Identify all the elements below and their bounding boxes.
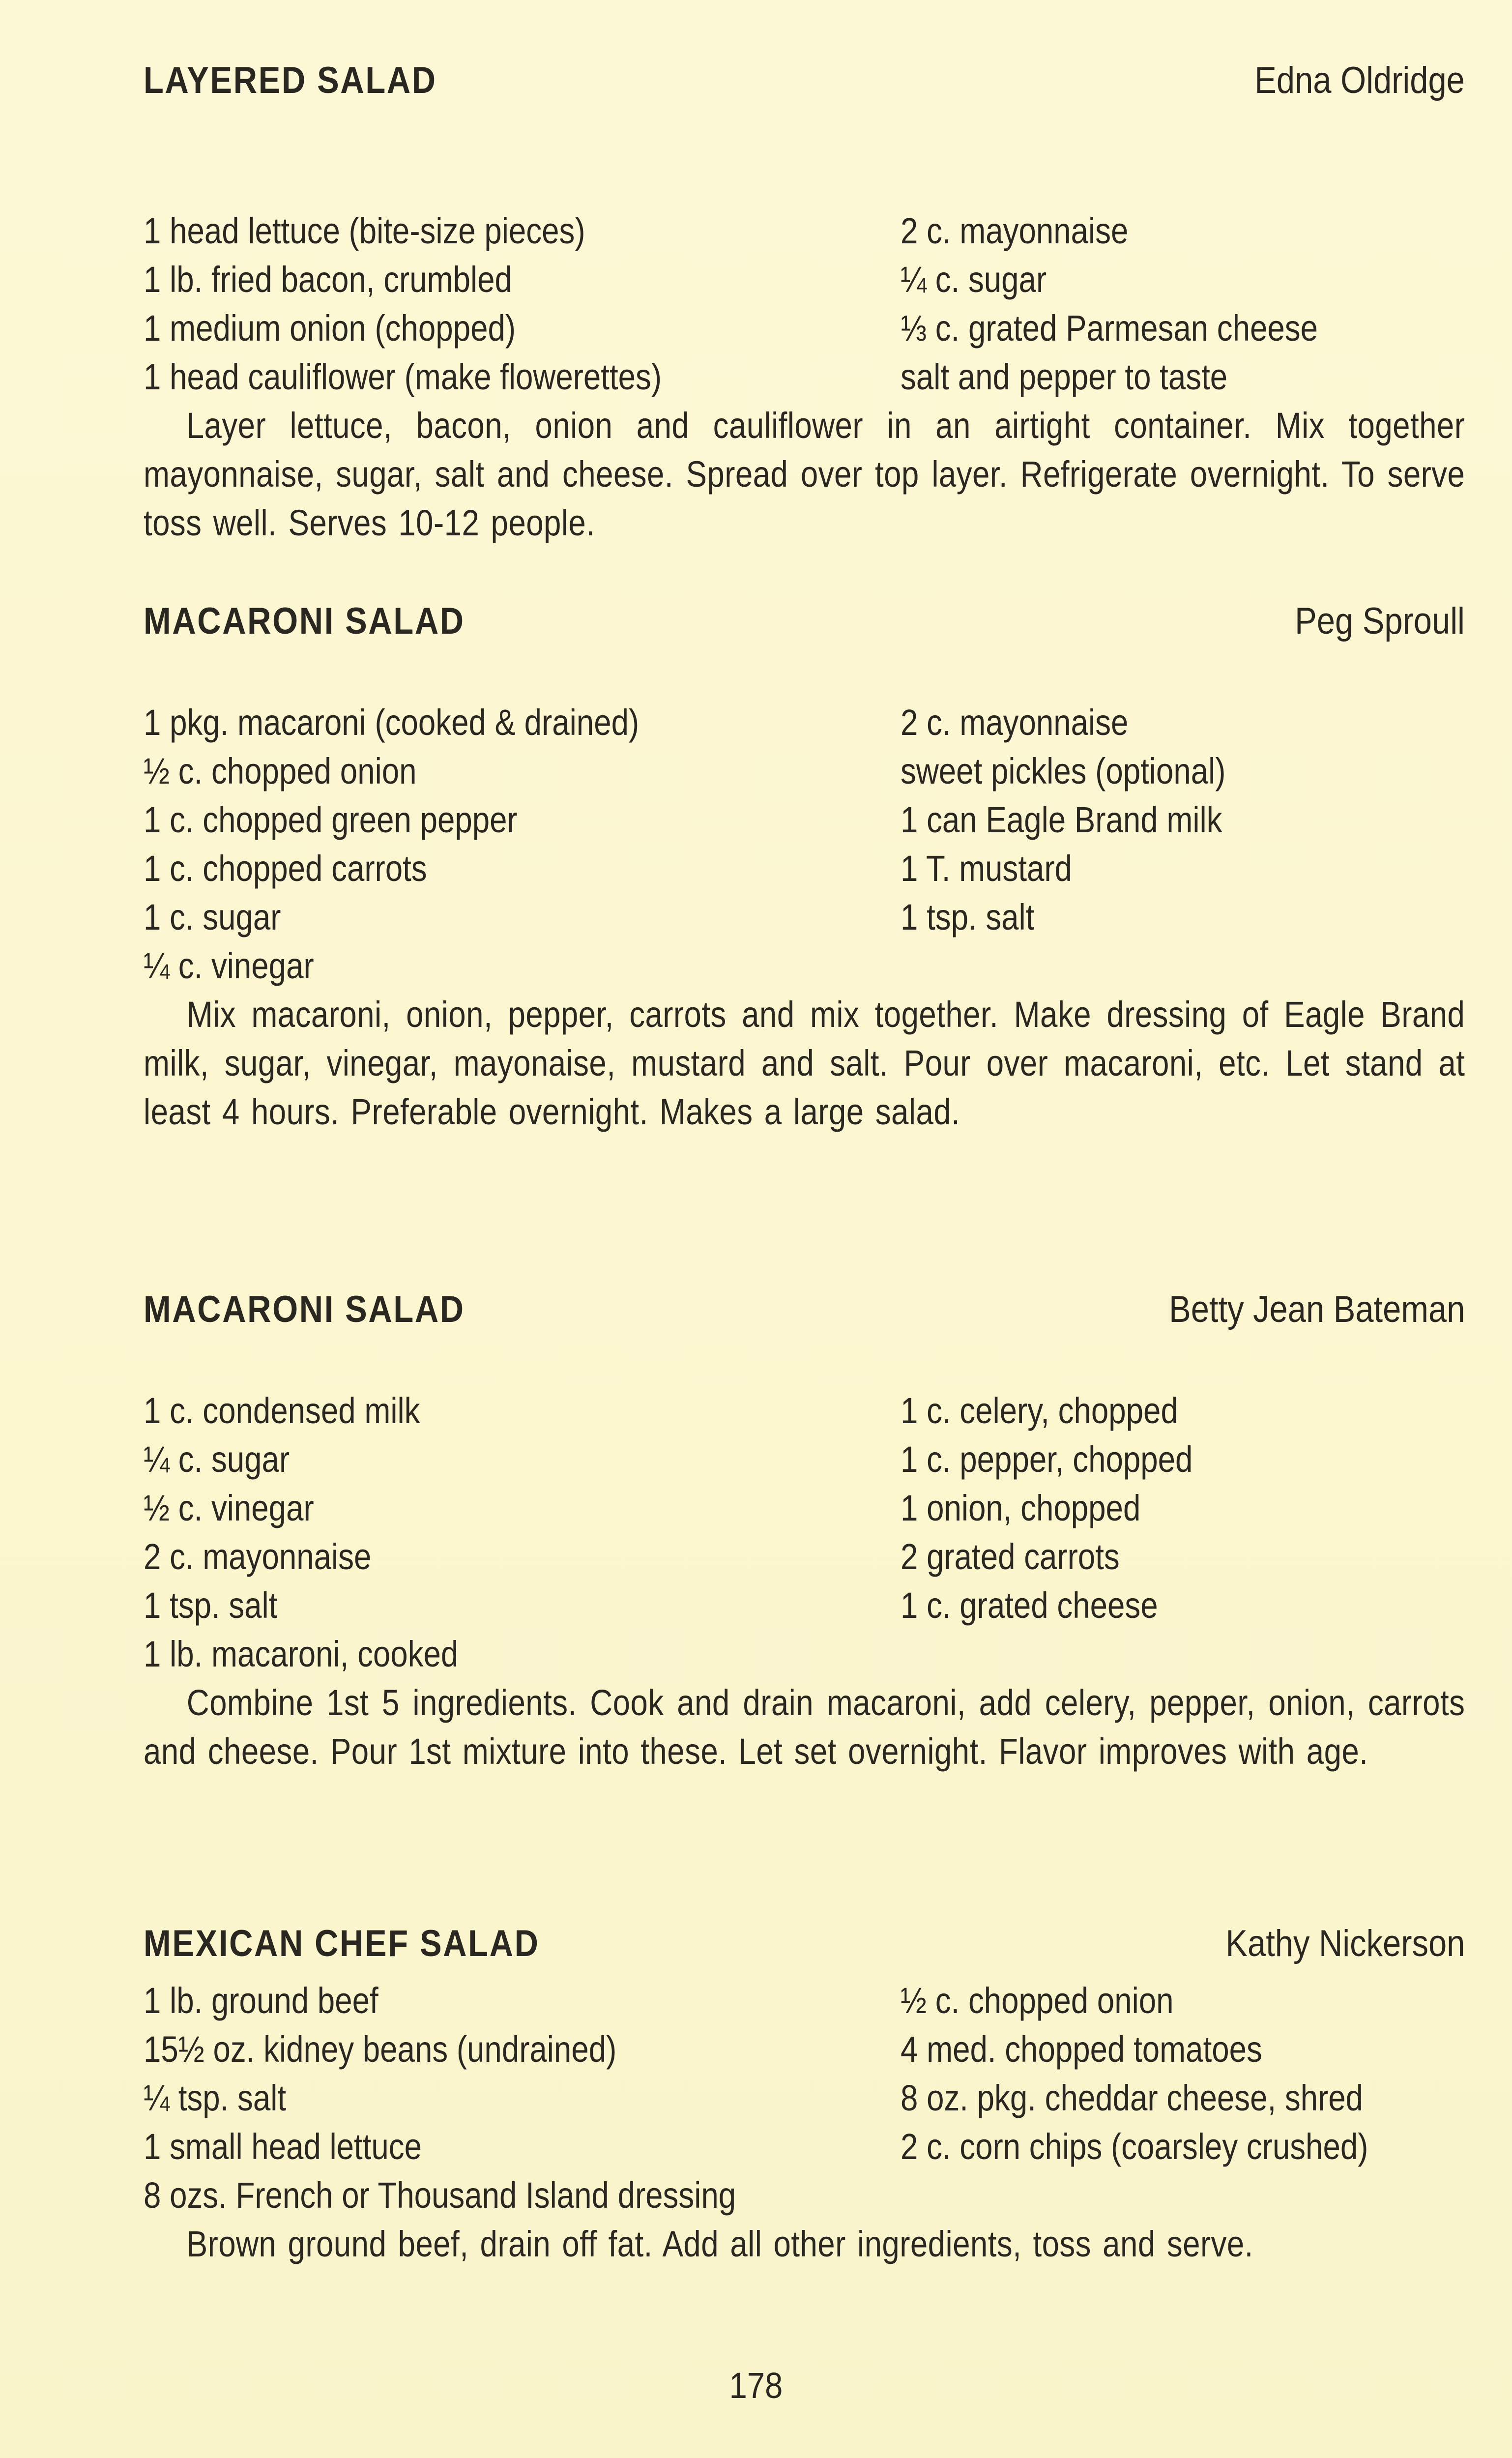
ingredient: 1 c. chopped carrots bbox=[144, 848, 427, 889]
ingredient: 1 tsp. salt bbox=[901, 897, 1035, 937]
ingredient: 15½ oz. kidney beans (undrained) bbox=[144, 2029, 617, 2070]
recipe-author: Kathy Nickerson bbox=[1225, 1923, 1465, 1964]
ingredient: 1 T. mustard bbox=[901, 848, 1072, 889]
recipe-author: Peg Sproull bbox=[1295, 600, 1465, 642]
ingredient: sweet pickles (optional) bbox=[901, 751, 1226, 791]
ingredient: 8 ozs. French or Thousand Island dressing bbox=[144, 2175, 736, 2216]
ingredient: 2 c. corn chips (coarsley crushed) bbox=[901, 2126, 1368, 2167]
recipe-instructions: Mix macaroni, onion, pepper, carrots and mix together. Make dressing of Eagle Brand milk, sugar, vinegar, mayonaise, mustard and salt. Pour over macaroni, etc. Let stand at least 4 hours. Preferable overnight. Makes a large salad. bbox=[144, 994, 1465, 1132]
ingredient: ¼ c. vinegar bbox=[144, 945, 314, 986]
recipe-title: LAYERED SALAD bbox=[144, 59, 437, 101]
ingredient-list bbox=[144, 698, 1465, 990]
ingredient: 1 head lettuce (bite-size pieces) bbox=[144, 210, 585, 251]
ingredient-list bbox=[144, 1976, 1465, 2220]
ingredient: 1 can Eagle Brand milk bbox=[901, 799, 1222, 840]
page-number: 178 bbox=[729, 2365, 783, 2406]
ingredient: 1 pkg. macaroni (cooked & drained) bbox=[144, 702, 640, 743]
ingredient: 8 oz. pkg. cheddar cheese, shred bbox=[901, 2078, 1364, 2118]
ingredient: 1 c. sugar bbox=[144, 897, 281, 937]
recipe-instructions: Layer lettuce, bacon, onion and cauliflower in an airtight container. Mix together mayonnaise, sugar, salt and cheese. Spread over top layer. Refrigerate overnight. To serve toss well. Serves 10-12 people. bbox=[144, 405, 1465, 543]
ingredient-list bbox=[144, 206, 1465, 401]
ingredient: 1 onion, chopped bbox=[901, 1488, 1141, 1528]
recipe-header bbox=[144, 1288, 1465, 1342]
recipe-header bbox=[144, 600, 1465, 654]
ingredient: 1 c. condensed milk bbox=[144, 1390, 420, 1431]
ingredient: 1 lb. macaroni, cooked bbox=[144, 1634, 459, 1674]
ingredient-list bbox=[144, 1386, 1465, 1678]
ingredient: 4 med. chopped tomatoes bbox=[901, 2029, 1262, 2070]
recipe-title: MEXICAN CHEF SALAD bbox=[144, 1923, 540, 1964]
ingredient: 2 c. mayonnaise bbox=[901, 702, 1129, 743]
recipe-author: Edna Oldridge bbox=[1254, 59, 1465, 101]
recipe-header bbox=[144, 1922, 1465, 1976]
ingredient: 1 head cauliflower (make flowerettes) bbox=[144, 356, 662, 397]
ingredient: ¼ c. sugar bbox=[144, 1439, 290, 1480]
ingredient: 1 small head lettuce bbox=[144, 2126, 422, 2167]
ingredient: ½ c. chopped onion bbox=[901, 1980, 1174, 2021]
ingredient: 2 c. mayonnaise bbox=[144, 1536, 372, 1577]
recipe-macaroni-salad-bateman bbox=[144, 1288, 1465, 1776]
ingredient: 1 c. grated cheese bbox=[901, 1585, 1158, 1626]
ingredient: ½ c. chopped onion bbox=[144, 751, 417, 791]
ingredient: salt and pepper to taste bbox=[901, 356, 1228, 397]
ingredient: 1 c. celery, chopped bbox=[901, 1390, 1178, 1431]
ingredient: ¼ c. sugar bbox=[901, 259, 1047, 300]
ingredient: 1 lb. ground beef bbox=[144, 1980, 378, 2021]
recipe-mexican-chef-salad bbox=[144, 1922, 1465, 2268]
recipe-title: MACARONI SALAD bbox=[144, 600, 465, 642]
ingredient: 1 tsp. salt bbox=[144, 1585, 278, 1626]
recipe-instructions: Brown ground beef, drain off fat. Add all other ingredients, toss and serve. bbox=[186, 2224, 1253, 2264]
ingredient: ½ c. vinegar bbox=[144, 1488, 314, 1528]
ingredient: 2 grated carrots bbox=[901, 1536, 1120, 1577]
ingredient: 1 c. chopped green pepper bbox=[144, 799, 518, 840]
recipe-instructions: Combine 1st 5 ingredients. Cook and drain macaroni, add celery, pepper, onion, carrots and cheese. Pour 1st mixture into these. Let set overnight. Flavor improves with age. bbox=[144, 1682, 1465, 1772]
recipe-author: Betty Jean Bateman bbox=[1168, 1288, 1465, 1330]
recipe-macaroni-salad-sproull bbox=[144, 600, 1465, 1136]
recipe-title: MACARONI SALAD bbox=[144, 1288, 465, 1330]
ingredient: 1 medium onion (chopped) bbox=[144, 308, 516, 349]
ingredient: 1 lb. fried bacon, crumbled bbox=[144, 259, 512, 300]
recipe-layered-salad bbox=[144, 59, 1465, 547]
ingredient: 1 c. pepper, chopped bbox=[901, 1439, 1193, 1480]
ingredient: ⅓ c. grated Parmesan cheese bbox=[901, 308, 1318, 349]
ingredient: ¼ tsp. salt bbox=[144, 2078, 287, 2118]
ingredient: 2 c. mayonnaise bbox=[901, 210, 1129, 251]
recipe-header bbox=[144, 59, 1465, 113]
